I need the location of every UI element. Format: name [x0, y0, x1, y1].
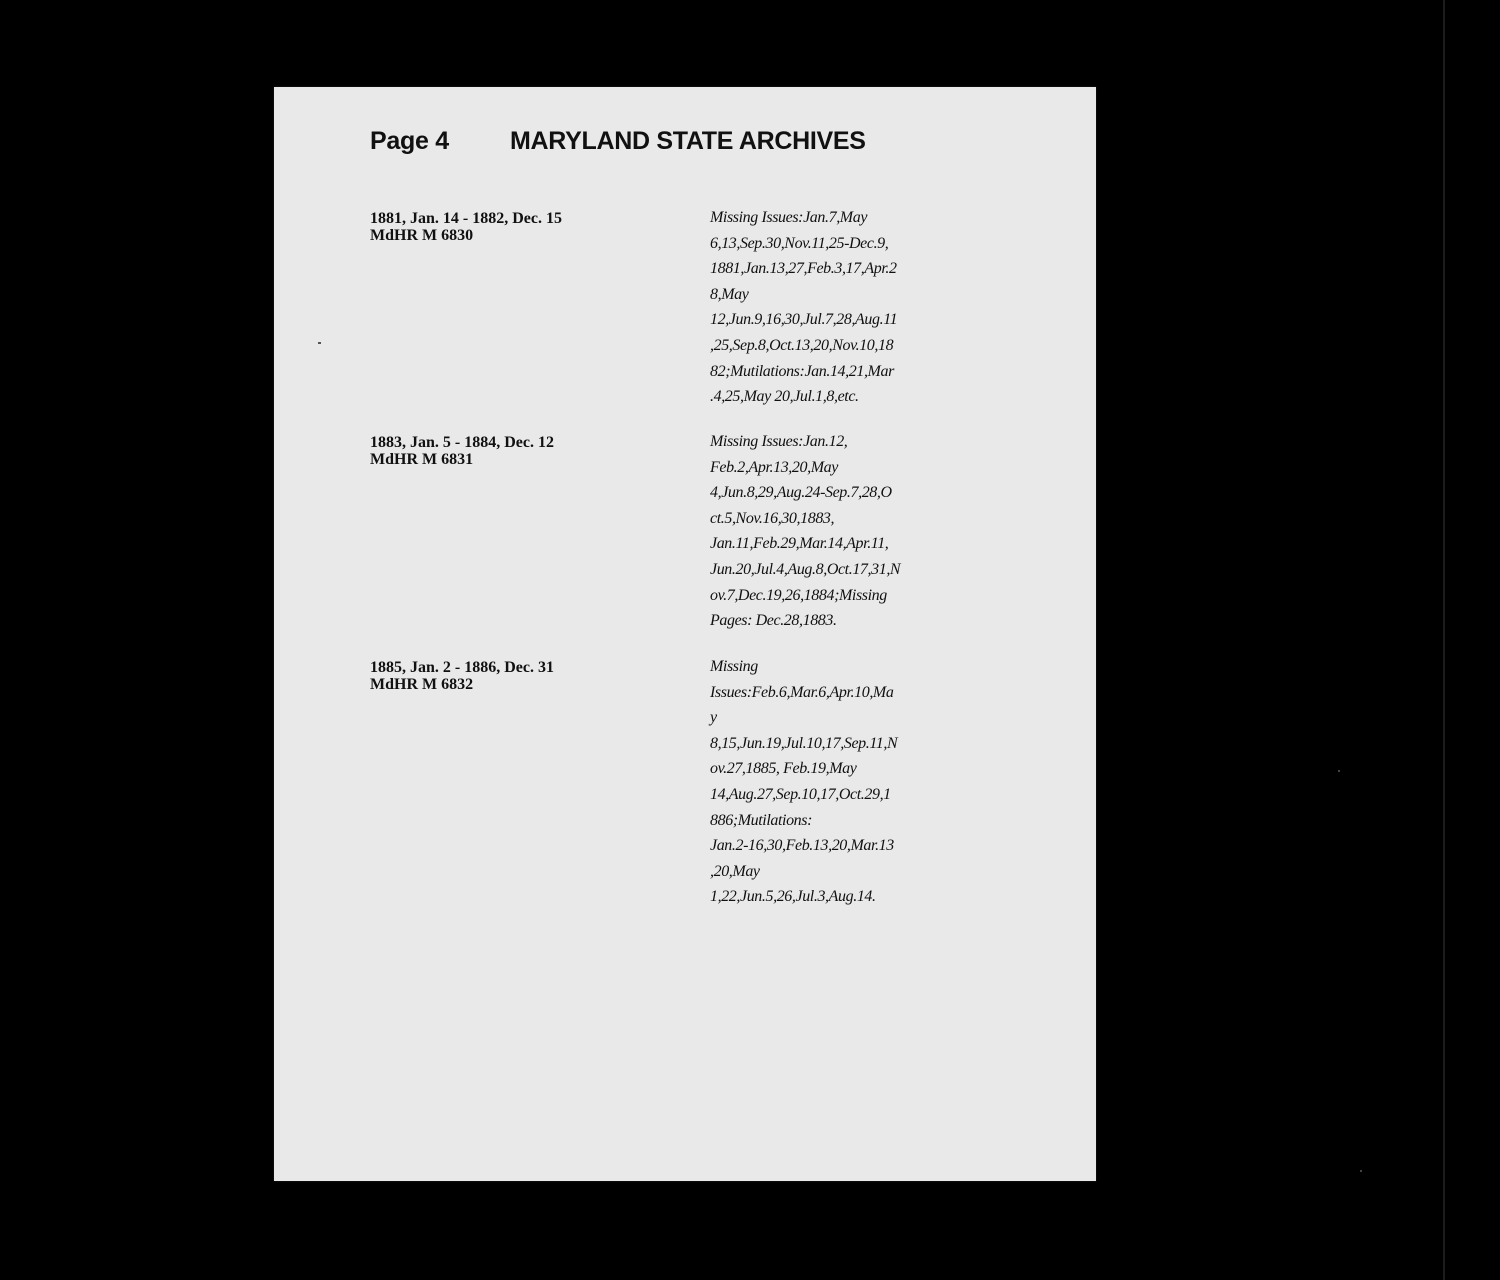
note-line: ,25,Sep.8,Oct.13,20,Nov.10,18 [710, 336, 894, 354]
film-edge-line [1443, 0, 1445, 1280]
note-line: 886;Mutilations: [710, 811, 813, 829]
note-line: ct.5,Nov.16,30,1883, [710, 509, 835, 527]
entry-3-notes [710, 654, 930, 910]
note-line: ov.27,1885, Feb.19,May [710, 760, 857, 778]
scan-speck [318, 342, 321, 344]
note-line: Missing Issues:Jan.12, [710, 433, 848, 450]
note-line: ,20,May [710, 862, 760, 880]
note-line: y [710, 709, 717, 727]
scan-speck [1338, 770, 1340, 772]
note-line: 4,Jun.8,29,Aug.24-Sep.7,28,O [710, 484, 892, 502]
note-line: Issues:Feb.6,Mar.6,Apr.10,Ma [710, 683, 894, 701]
entry-3-ref: MdHR M 6832 [370, 676, 474, 693]
note-line: 14,Aug.27,Sep.10,17,Oct.29,1 [710, 785, 891, 803]
note-line: Missing [710, 658, 758, 675]
entry-2-dates: 1883, Jan. 5 - 1884, Dec. 12 [370, 434, 554, 451]
note-line: 82;Mutilations:Jan.14,21,Mar [710, 362, 894, 380]
note-line: 8,15,Jun.19,Jul.10,17,Sep.11,N [710, 734, 898, 752]
entry-2-info [370, 434, 554, 468]
entry-1-notes [710, 205, 930, 410]
note-line: Pages: Dec.28,1883. [710, 612, 837, 630]
note-line: 1,22,Jun.5,26,Jul.3,Aug.14. [710, 888, 876, 906]
page-number: Page 4 [370, 127, 449, 155]
entry-1-info [370, 210, 562, 244]
document-page [274, 87, 1096, 1181]
entry-1-dates: 1881, Jan. 14 - 1882, Dec. 15 [370, 210, 562, 227]
note-line: 6,13,Sep.30,Nov.11,25-Dec.9, [710, 234, 889, 252]
entry-2-notes [710, 429, 930, 634]
note-line: Feb.2,Apr.13,20,May [710, 458, 838, 476]
note-line: 1881,Jan.13,27,Feb.3,17,Apr.2 [710, 260, 897, 278]
entry-1-ref: MdHR M 6830 [370, 227, 474, 244]
note-line: Jun.20,Jul.4,Aug.8,Oct.17,31,N [710, 560, 901, 578]
note-line: .4,25,May 20,Jul.1,8,etc. [710, 388, 859, 406]
entry-2-ref: MdHR M 6831 [370, 451, 474, 468]
note-line: Missing Issues:Jan.7,May [710, 209, 868, 226]
note-line: 12,Jun.9,16,30,Jul.7,28,Aug.11 [710, 311, 898, 329]
note-line: ov.7,Dec.19,26,1884;Missing [710, 586, 887, 604]
entry-3-info [370, 659, 554, 693]
note-line: Jan.11,Feb.29,Mar.14,Apr.11, [710, 535, 889, 553]
note-line: 8,May [710, 285, 749, 303]
archive-title: MARYLAND STATE ARCHIVES [510, 127, 866, 155]
note-line: Jan.2-16,30,Feb.13,20,Mar.13 [710, 837, 894, 855]
entry-3-dates: 1885, Jan. 2 - 1886, Dec. 31 [370, 659, 554, 676]
scan-speck [1360, 1170, 1362, 1172]
